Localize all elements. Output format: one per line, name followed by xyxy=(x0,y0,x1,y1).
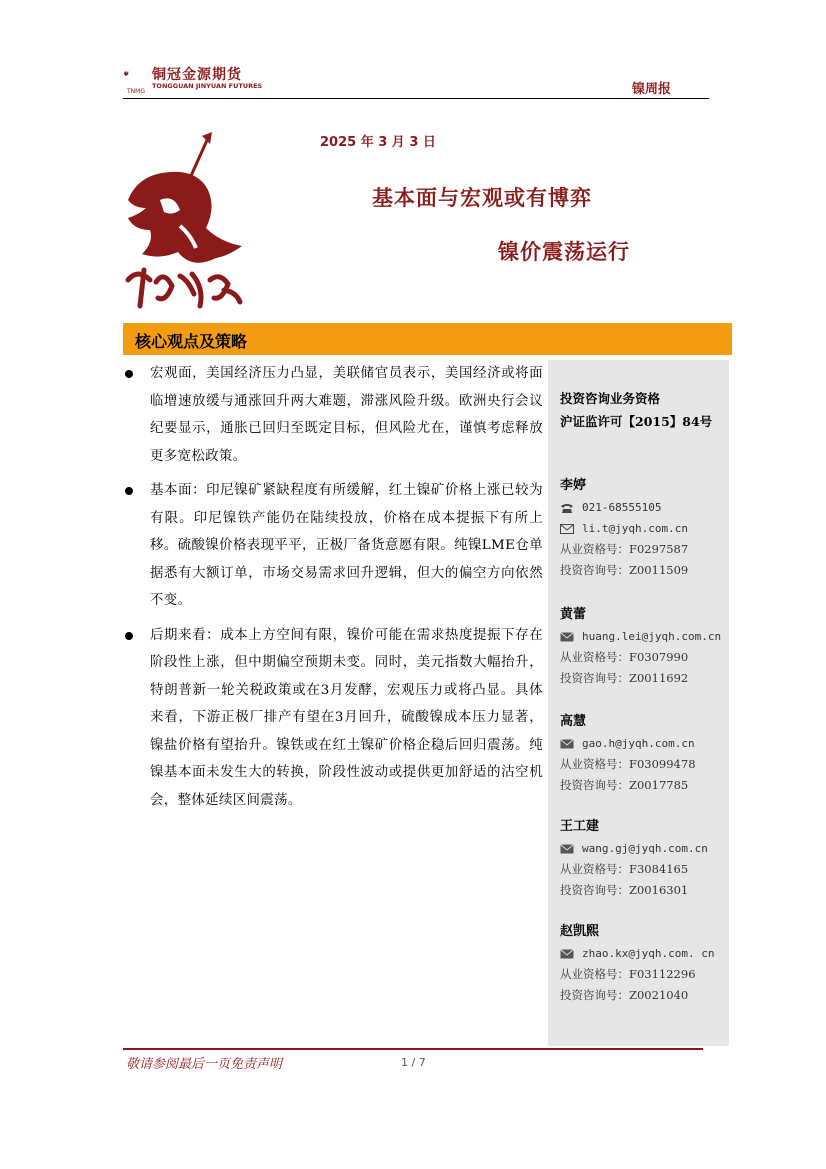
brand-name-en: TONGGUAN JINYUAN FUTURES xyxy=(152,82,263,90)
analyst-advisory: 投资咨询号：Z0021040 xyxy=(560,988,689,1002)
analyst-email: wang.gj@jyqh.com.cn xyxy=(582,842,708,855)
point-text: 后期来看：成本上方空间有限，镍价可能在需求热度提振下存在阶段性上涨，但中期偏空预期未变。同时，美元指数大幅抬升，特朗普新一轮关税政策或在3月发酵，宏观压力或将凸显。具体来看，下游正极厂排产有望在3月回升，硫酸镍成本压力显著，镍盐价格有望抬升。镍铁或在红土镍矿价格企稳后回归震荡。纯镍基本面未发生大的转换，阶段性波动或提供更加舒适的沽空机会，整体延续区间震荡。 xyxy=(150,627,543,808)
bullet-icon xyxy=(125,487,133,495)
point-outlook xyxy=(123,622,543,815)
company-logo-icon xyxy=(123,58,151,90)
mail-icon xyxy=(560,739,574,749)
email-row xyxy=(560,838,725,859)
section-title: 核心观点及策略 xyxy=(135,332,248,351)
point-text: 宏观面，美国经济压力凸显，美联储官员表示，美国经济或将面临增速放缓与通涨回升两大难题，滞涨风险升级。欧洲央行会议纪要显示，通胀已回归至既定目标，但风险尤在，谨慎考虑释放更多宽松政策。 xyxy=(150,366,543,464)
analyst-advisory: 投资咨询号：Z0011509 xyxy=(560,563,689,577)
page-number: 1 / 7 xyxy=(401,1056,426,1069)
analyst-name: 黄蕾 xyxy=(560,607,587,622)
email-row xyxy=(560,943,725,964)
analyst-card xyxy=(560,474,725,581)
analyst-advisory: 投资咨询号：Z0011692 xyxy=(560,671,689,685)
header-divider xyxy=(123,98,709,99)
analyst-name: 王工建 xyxy=(560,819,600,834)
analyst-cert: 从业资格号：F0307990 xyxy=(560,650,689,664)
brand-name-cn: 铜冠金源期货 xyxy=(152,67,242,83)
email-row xyxy=(560,733,725,754)
bullet-icon xyxy=(125,370,133,378)
analyst-sidebar xyxy=(548,360,729,1046)
analyst-name: 李婷 xyxy=(560,478,587,493)
mail-icon xyxy=(560,524,574,534)
bullet-icon xyxy=(125,632,133,640)
analyst-name: 赵凯熙 xyxy=(560,924,600,939)
report-date: 2025 年 3 月 3 日 xyxy=(320,135,436,150)
phone-row xyxy=(560,497,725,518)
analyst-email: gao.h@jyqh.com.cn xyxy=(582,737,695,750)
analyst-cert: 从业资格号：F0297587 xyxy=(560,542,689,556)
analyst-card xyxy=(560,920,725,1006)
analyst-email: li.t@jyqh.com.cn xyxy=(582,522,688,535)
point-fundamentals xyxy=(123,477,543,615)
mail-icon xyxy=(560,949,574,959)
analyst-cert: 从业资格号：F3084165 xyxy=(560,862,689,876)
analyst-name: 高慧 xyxy=(560,714,587,729)
key-points xyxy=(123,360,543,821)
phone-icon xyxy=(560,503,574,513)
report-title-line1: 基本面与宏观或有博弈 xyxy=(372,186,592,210)
report-title-line2: 镍价震荡运行 xyxy=(498,240,630,264)
license-number: 沪证监许可【2015】84号 xyxy=(560,414,713,429)
analyst-card xyxy=(560,710,725,796)
analyst-advisory: 投资咨询号：Z0017785 xyxy=(560,778,689,792)
analyst-email: zhao.kx@jyqh.com. cn xyxy=(582,947,715,960)
mail-icon xyxy=(560,632,574,642)
analyst-cert: 从业资格号：F03112296 xyxy=(560,967,696,981)
analyst-advisory: 投资咨询号：Z0016301 xyxy=(560,883,689,897)
email-row xyxy=(560,626,725,647)
mail-icon xyxy=(560,844,574,854)
qualification-label: 投资咨询业务资格 xyxy=(560,391,661,406)
email-row xyxy=(560,518,725,539)
bull-emblem-icon xyxy=(120,130,250,315)
analyst-cert: 从业资格号：F03099478 xyxy=(560,757,696,771)
point-text: 基本面：印尼镍矿紧缺程度有所缓解，红土镍矿价格上涨已较为有限。印尼镍铁产能仍在陆续投放，价格在成本提振下有所上移。硫酸镍价格表现平平，正极厂备货意愿有限。纯镍LME仓单据悉有大额订单，市场交易需求回升逻辑，但大的偏空方向依然不变。 xyxy=(150,483,543,608)
footer-divider xyxy=(123,1048,703,1050)
analyst-card xyxy=(560,603,725,689)
brand-abbr: TNMG xyxy=(127,88,145,95)
report-type: 镍周报 xyxy=(632,82,672,97)
analyst-phone: 021-68555105 xyxy=(582,501,662,514)
analyst-card xyxy=(560,815,725,901)
point-macro xyxy=(123,360,543,470)
analyst-email: huang.lei@jyqh.com.cn xyxy=(582,630,722,643)
disclaimer-note: 敬请参阅最后一页免责声明 xyxy=(126,1057,283,1072)
